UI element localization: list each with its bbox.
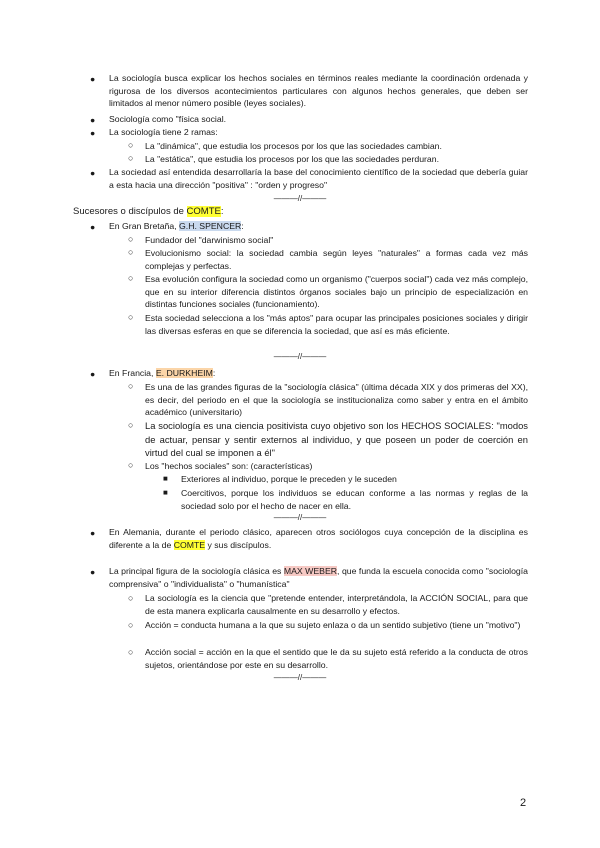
heading-comte: COMTE: [186, 206, 221, 217]
bullet-dot: ●: [90, 369, 96, 379]
intro-sub-dinamica: La "dinámica", que estudia los procesos por los que las sociedades cambian.: [145, 141, 442, 151]
bullet-circle: ○: [128, 273, 134, 283]
bullet-dot: ●: [90, 168, 96, 178]
alemania-paragraph: [109, 526, 528, 551]
separator: ———//———: [273, 352, 327, 361]
weber-item-2: Acción = conducta humana a la que su sujeto enlaza o da un sentido subjetivo (tiene un "motivo"): [145, 620, 521, 630]
durkheim-item-1: Es una de las grandes figuras de la "sociología clásica" (última década XIX y dos primeras del XX), es decir, del periodo en el que la sociología se institucionaliza como saber y entra en el ámbito académico (universitario): [145, 382, 528, 417]
bullet-circle: ○: [128, 420, 134, 430]
bullet-square: ■: [163, 474, 168, 483]
bullet-dot: ●: [90, 128, 96, 138]
spencer-item-4: Esta sociedad selecciona a los "más aptos" para ocupar las principales posiciones sociales y dirigir las diversas esferas en que se diferencia la sociedad, que así es más eficiente.: [145, 313, 528, 336]
weber-suffix: , que funda la escuela conocida como "sociología comprensiva" o "individualista" o "humanística": [109, 566, 528, 589]
alemania-text: En Alemania, durante el periodo clásico, aparecen otros sociólogos cuya concepción de la disciplina es diferente a la de: [109, 527, 528, 550]
spencer-prefix: En Gran Bretaña,: [109, 221, 180, 231]
intro-sub-estatica: La "estática", que estudia los procesos por los que las sociedades perduran.: [145, 154, 440, 164]
spencer-item-2: Evolucionismo social: la sociedad cambia según leyes "naturales" a formas cada vez más complejas y perfectas.: [145, 248, 528, 271]
weber-name: MAX WEBER: [283, 566, 338, 576]
weber-paragraph: [109, 565, 528, 590]
bullet-dot: ●: [90, 222, 96, 232]
bullet-circle: ○: [128, 234, 134, 244]
bullet-dot: ●: [90, 115, 96, 125]
separator: ———//———: [273, 673, 327, 682]
durkheim-sub-1: Exteriores al individuo, porque le preceden y le suceden: [181, 474, 397, 484]
intro-bullet-3: La sociología tiene 2 ramas:: [109, 127, 218, 137]
durkheim-item-3: Los "hechos sociales" son: (características): [145, 461, 313, 471]
bullet-dot: ●: [90, 74, 96, 84]
bullet-square: ■: [163, 488, 168, 497]
bullet-circle: ○: [128, 312, 134, 322]
weber-item-1: La sociología es la ciencia que "pretende entender, interpretándola, la ACCIÓN SOCIAL, para que de esta manera explicarla causalmente en su desarrollo y efectos.: [145, 593, 528, 616]
spencer-heading: [109, 220, 528, 233]
bullet-circle: ○: [128, 247, 134, 257]
alemania-suffix: y sus discípulos.: [205, 539, 272, 550]
separator: ———//———: [273, 513, 327, 522]
durkheim-name: E. DURKHEIM: [155, 368, 213, 378]
heading-prefix: Sucesores o discípulos de: [73, 206, 187, 217]
page-number: 2: [520, 797, 527, 809]
alemania-comte: COMTE: [173, 539, 206, 550]
spencer-item-1: Fundador del "darwinismo social": [145, 235, 274, 245]
separator: ———//———: [273, 194, 327, 203]
durkheim-item-2: La sociología es una ciencia positivista cuyo objetivo son los HECHOS SOCIALES: "modos de actuar, pensar y sentir externos al individuo, y que poseen un poder de coerción en virtud del cual se imponen a él": [145, 420, 528, 458]
bullet-dot: ●: [90, 567, 96, 577]
durkheim-sub-2: Coercitivos, porque los individuos se educan conforme a las normas y reglas de la sociedad solo por el hecho de nacer en ella.: [181, 488, 528, 511]
intro-bullet-1: La sociología busca explicar los hechos sociales en términos reales mediante la coordinación ordenada y rigurosa de los diversos acontecimientos particulares con algunos hechos generales, que deben ser limitados al menor número posible (leyes sociales).: [109, 73, 528, 108]
bullet-circle: ○: [128, 647, 134, 657]
bullet-circle: ○: [128, 593, 134, 603]
bullet-circle: ○: [128, 381, 134, 391]
weber-item-3: Acción social = acción en la que el sentido que le da su sujeto está referido a la conducta de otros sujetos, orientándose por este en su desarrollo.: [145, 647, 528, 670]
bullet-circle: ○: [128, 460, 134, 470]
weber-prefix: La principal figura de la sociología clásica es: [109, 566, 284, 576]
intro-bullet-2: Sociología como "física social.: [109, 114, 227, 124]
spencer-suffix: :: [241, 221, 244, 231]
durkheim-heading: [109, 367, 528, 380]
intro-bullet-4: La sociedad así entendida desarrollaría la base del conocimiento científico de la sociedad que debería guiar a esta hacia una dirección "positiva" : "orden y progreso": [109, 167, 528, 190]
spencer-item-3: Esa evolución configura la sociedad como un organismo ("cuerpos social") cada vez más complejo, que en su interior diferencia distintos órganos sociales bajo un principio de especialización en distintas funciones sociales (funcionamiento).: [145, 274, 528, 309]
durkheim-prefix: En Francia,: [109, 368, 156, 378]
spencer-name: G.H. SPENCER: [179, 221, 242, 231]
section-heading: [73, 206, 224, 219]
bullet-circle: ○: [128, 153, 134, 163]
heading-suffix: :: [220, 206, 224, 217]
bullet-circle: ○: [128, 140, 134, 150]
bullet-dot: ●: [90, 528, 96, 538]
durkheim-suffix: :: [212, 368, 216, 378]
bullet-circle: ○: [128, 620, 134, 630]
